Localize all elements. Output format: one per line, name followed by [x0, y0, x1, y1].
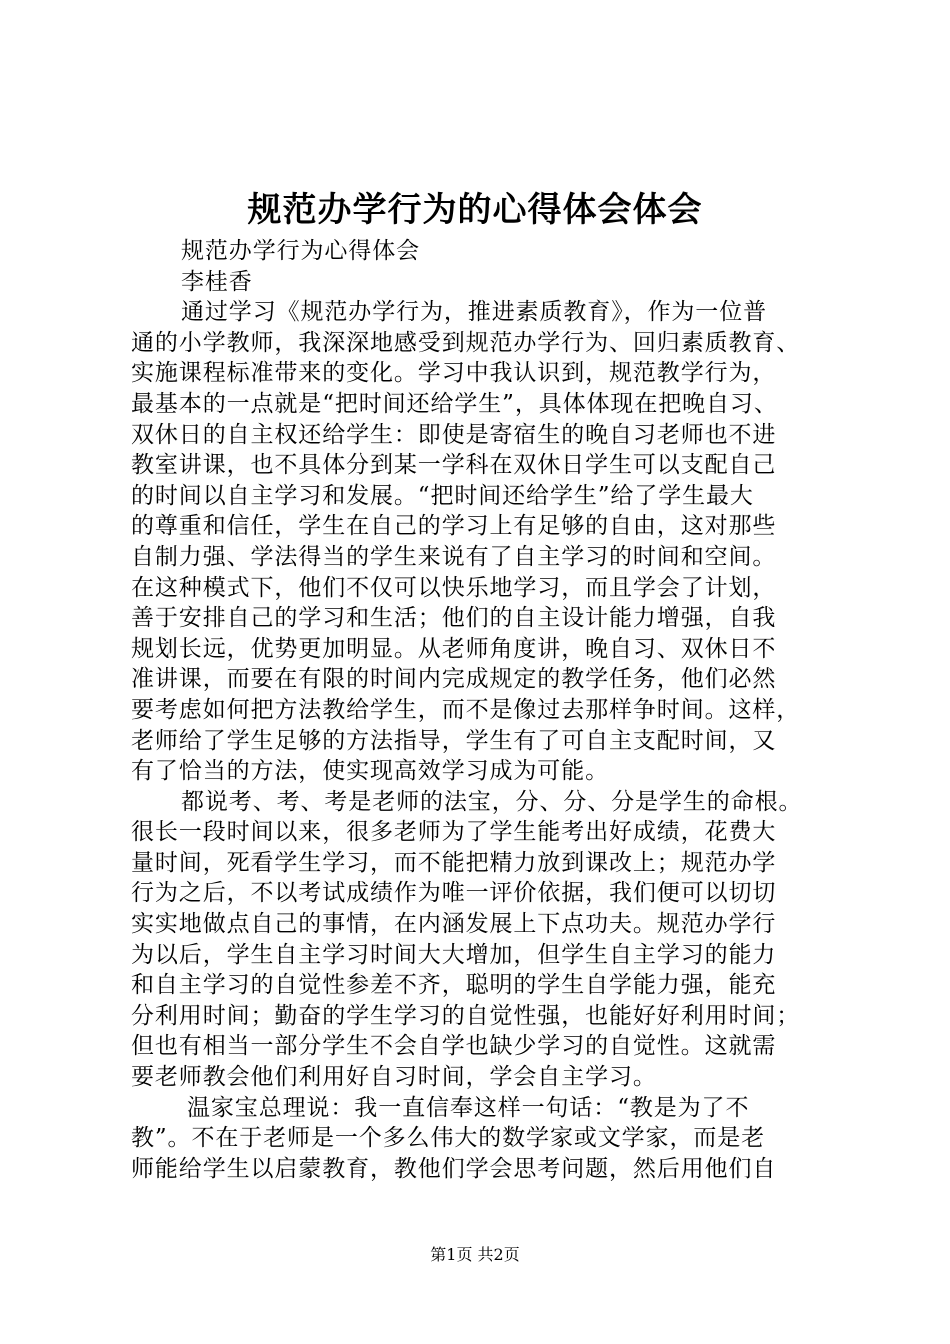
paragraph-line: 师能给学生以启蒙教育，教他们学会思考问题，然后用他们自	[131, 1155, 777, 1182]
subtitle-line: 规范办学行为心得体会	[181, 238, 420, 264]
paragraph-line: 教”。不在于老师是一个多么伟大的数学家或文学家，而是老	[131, 1125, 766, 1152]
paragraph-line: 最基本的一点就是“把时间还给学生”，具体体现在把晚自习、	[131, 390, 778, 417]
paragraph-line: 通的小学教师，我深深地感受到规范办学行为、回归素质教育、	[131, 329, 801, 356]
paragraph-line: 的时间以自主学习和发展。“把时间还给学生”给了学生最大	[131, 482, 754, 509]
paragraph-line: 温家宝总理说：我一直信奉这样一句话：“教是为了不	[187, 1094, 750, 1121]
paragraph-line: 教室讲课，也不具体分到某一学科在双休日学生可以支配自己	[131, 452, 777, 479]
paragraph-line: 要老师教会他们利用好自习时间，学会自主学习。	[131, 1064, 657, 1091]
paragraph-line: 分利用时间；勤奋的学生学习的自觉性强，也能好好利用时间；	[131, 1002, 801, 1029]
paragraph-line: 都说考、考、考是老师的法宝，分、分、分是学生的命根。	[181, 788, 803, 815]
paragraph-line: 为以后，学生自主学习时间大大增加，但学生自主学习的能力	[131, 941, 777, 968]
page-number-footer: 第1页 共2页	[430, 1245, 520, 1264]
paragraph-line: 实实地做点自己的事情，在内涵发展上下点功夫。规范办学行	[131, 911, 777, 938]
paragraph-line: 规划长远，优势更加明显。从老师角度讲，晚自习、双休日不	[131, 635, 777, 662]
paragraph-line: 准讲课，而要在有限的时间内完成规定的教学任务，他们必然	[131, 666, 777, 693]
paragraph-line: 量时间，死看学生学习，而不能把精力放到课改上；规范办学	[131, 849, 777, 876]
paragraph-line: 自制力强、学法得当的学生来说有了自主学习的时间和空间。	[131, 543, 777, 570]
paragraph-line: 行为之后，不以考试成绩作为唯一评价依据，我们便可以切切	[131, 880, 777, 907]
author-line: 李桂香	[181, 268, 253, 295]
paragraph-line: 很长一段时间以来，很多老师为了学生能考出好成绩，花费大	[131, 819, 777, 846]
paragraph-line: 但也有相当一部分学生不会自学也缺少学习的自觉性。这就需	[131, 1033, 777, 1060]
paragraph-line: 善于安排自己的学习和生活；他们的自主设计能力增强，自我	[131, 605, 777, 632]
paragraph-line: 双休日的自主权还给学生：即使是寄宿生的晚自习老师也不进	[131, 421, 777, 448]
document-body	[131, 236, 835, 1184]
paragraph-line: 通过学习《规范办学行为，推进素质教育》，作为一位普	[181, 299, 767, 326]
paragraph-line: 有了恰当的方法，使实现高效学习成为可能。	[131, 758, 609, 785]
paragraph-line: 在这种模式下，他们不仅可以快乐地学习，而且学会了计划，	[131, 574, 777, 601]
paragraph-line: 要考虑如何把方法教给学生，而不是像过去那样争时间。这样，	[131, 696, 801, 723]
paragraph-line: 实施课程标准带来的变化。学习中我认识到，规范教学行为，	[131, 360, 777, 387]
paragraph-line: 和自主学习的自觉性参差不齐，聪明的学生自学能力强，能充	[131, 972, 777, 999]
document-title: 规范办学行为的心得体会体会	[247, 190, 703, 230]
paragraph-line: 老师给了学生足够的方法指导，学生有了可自主支配时间，又	[131, 727, 777, 754]
paragraph-line: 的尊重和信任，学生在自己的学习上有足够的自由，这对那些	[131, 513, 777, 540]
